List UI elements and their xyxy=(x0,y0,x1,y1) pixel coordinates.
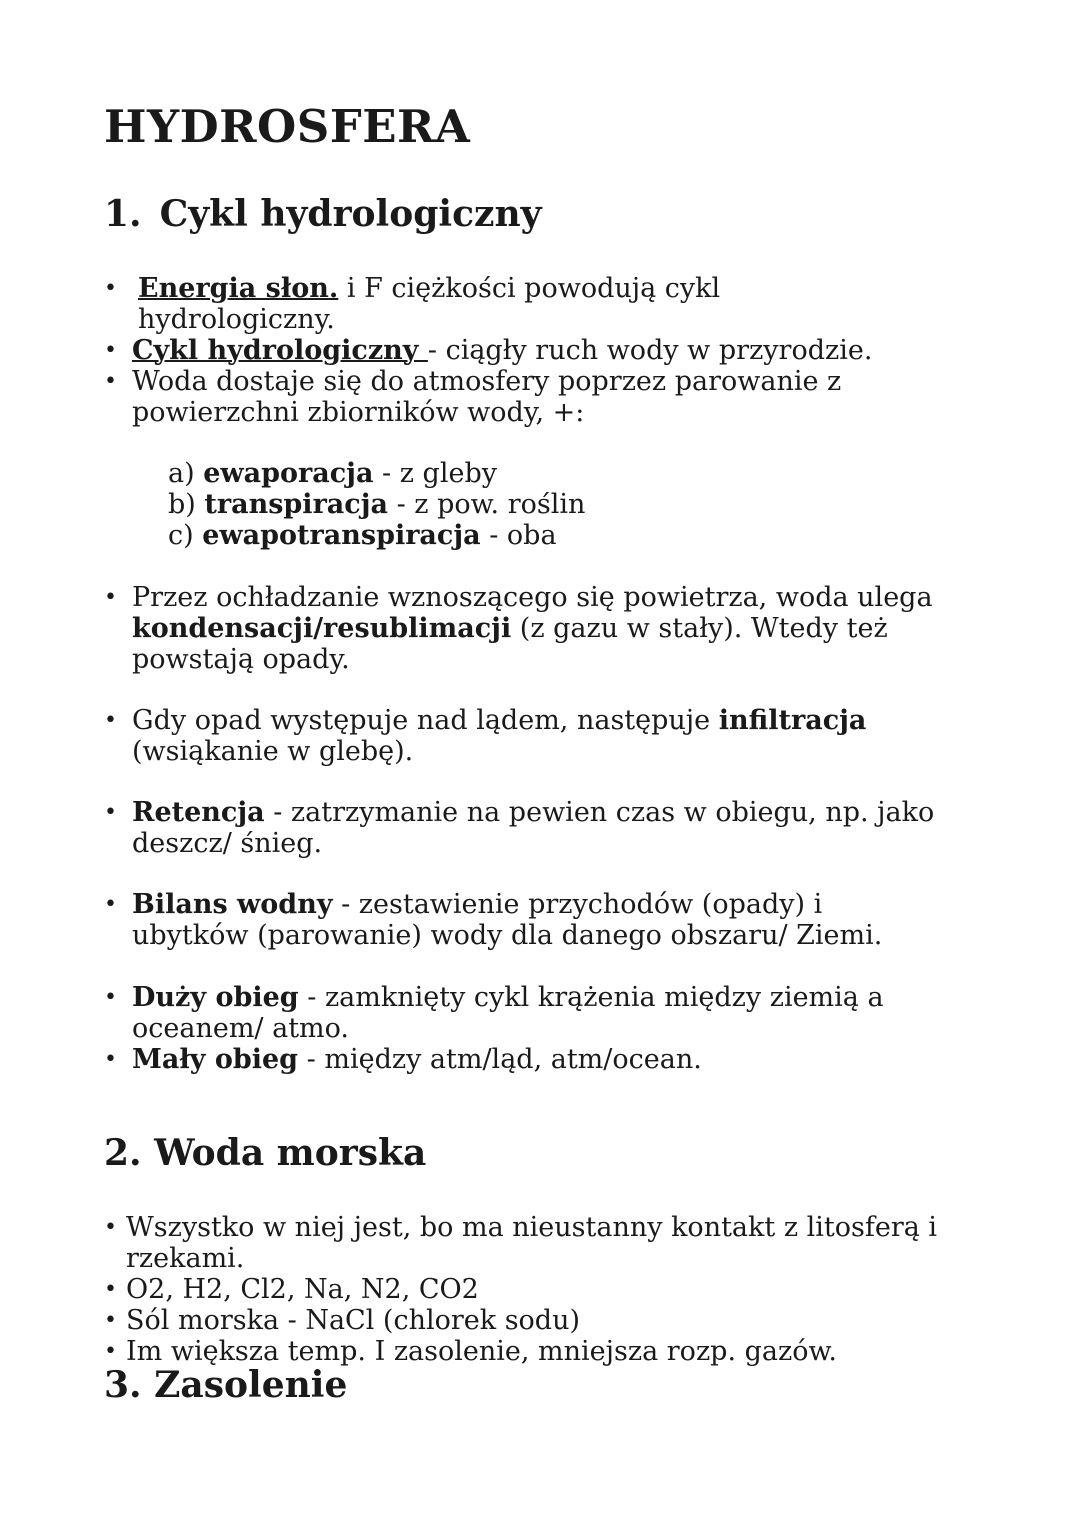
list-item xyxy=(104,335,884,366)
sub-letter: c) xyxy=(168,520,203,551)
cycle-list-a xyxy=(104,273,884,366)
definition: - między atm/ląd, atm/ocean. xyxy=(298,1044,702,1075)
list-item xyxy=(104,1044,944,1075)
definition: - zamknięty cykl krążenia między ziemią a oceanem/ atmo. xyxy=(132,982,884,1044)
list-item xyxy=(104,1212,1004,1274)
item-text: Wszystko w niej jest, bo ma nieustanny kontakt z litosferą i rzekami. xyxy=(126,1212,938,1274)
term: ewapotranspiracja xyxy=(202,520,481,551)
sub-item-c xyxy=(168,520,557,551)
section-2-heading xyxy=(104,1132,426,1174)
definition: - z gleby xyxy=(373,458,497,489)
term: Retencja xyxy=(132,797,265,828)
sub-item-b xyxy=(168,489,585,520)
term: kondensacji/resublimacji xyxy=(132,613,512,644)
section-number: 1. xyxy=(104,193,142,235)
sub-item-a xyxy=(168,458,497,489)
term: Bilans wodny xyxy=(132,889,333,920)
definition: i F ciężkości powodują cykl hydrologiczny. xyxy=(138,273,721,335)
definition: - oba xyxy=(480,520,557,551)
cycle-list-c xyxy=(104,582,954,675)
section-title: Cykl hydrologiczny xyxy=(159,193,542,235)
item-text: Sól morska - NaCl (chlorek sodu) xyxy=(126,1305,581,1336)
item-text: Gdy opad występuje nad lądem, następuje xyxy=(132,705,719,736)
definition: - z pow. roślin xyxy=(388,489,586,520)
section-1-heading xyxy=(104,193,542,235)
term: transpiracja xyxy=(204,489,388,520)
cycle-list-d xyxy=(104,705,954,767)
list-item xyxy=(104,982,944,1044)
item-text: (z gazu w stały). Wtedy też powstają opady. xyxy=(132,613,888,675)
term: infiltracja xyxy=(718,705,867,736)
list-item xyxy=(104,582,954,675)
cycle-list-b xyxy=(104,366,904,428)
term: Duży obieg xyxy=(132,982,299,1013)
section-number: 2. xyxy=(104,1132,142,1174)
section-title: Zasolenie xyxy=(154,1364,348,1406)
sub-letter: b) xyxy=(168,489,205,520)
list-item xyxy=(104,705,954,767)
item-text: O2, H2, Cl2, Na, N2, CO2 xyxy=(126,1274,479,1305)
item-text: Przez ochładzanie wznoszącego się powietrza, woda ulega xyxy=(132,582,933,613)
sea-water-list xyxy=(104,1212,1004,1367)
term: Mały obieg xyxy=(132,1044,299,1075)
term: Cykl hydrologiczny xyxy=(132,335,428,366)
sub-letter: a) xyxy=(168,458,204,489)
item-text: Woda dostaje się do atmosfery poprzez parowanie z powierzchni zbiorników wody, +: xyxy=(132,366,842,428)
page-title: HYDROSFERA xyxy=(104,100,471,153)
list-item xyxy=(104,797,944,859)
definition: - zestawienie przychodów (opady) i ubytków (parowanie) wody dla danego obszaru/ Ziemi. xyxy=(132,889,883,951)
list-item xyxy=(104,1336,1004,1367)
list-item xyxy=(104,273,884,335)
cycle-list-f xyxy=(104,889,904,951)
list-item xyxy=(104,366,904,428)
section-number: 3. xyxy=(104,1364,142,1406)
item-text: (wsiąkanie w glebę). xyxy=(132,736,414,767)
section-title: Woda morska xyxy=(154,1132,427,1174)
cycle-list-g xyxy=(104,982,944,1075)
section-3-heading xyxy=(104,1364,347,1406)
definition: - zatrzymanie na pewien czas w obiegu, np. jako deszcz/ śnieg. xyxy=(132,797,935,859)
list-item xyxy=(104,889,904,951)
term: Energia słon. xyxy=(138,273,339,304)
list-item xyxy=(104,1274,1004,1305)
term: ewaporacja xyxy=(203,458,374,489)
item-text: Im większa temp. I zasolenie, mniejsza rozp. gazów. xyxy=(126,1336,837,1367)
list-item xyxy=(104,1305,1004,1336)
cycle-list-e xyxy=(104,797,944,859)
definition: - ciągły ruch wody w przyrodzie. xyxy=(427,335,873,366)
